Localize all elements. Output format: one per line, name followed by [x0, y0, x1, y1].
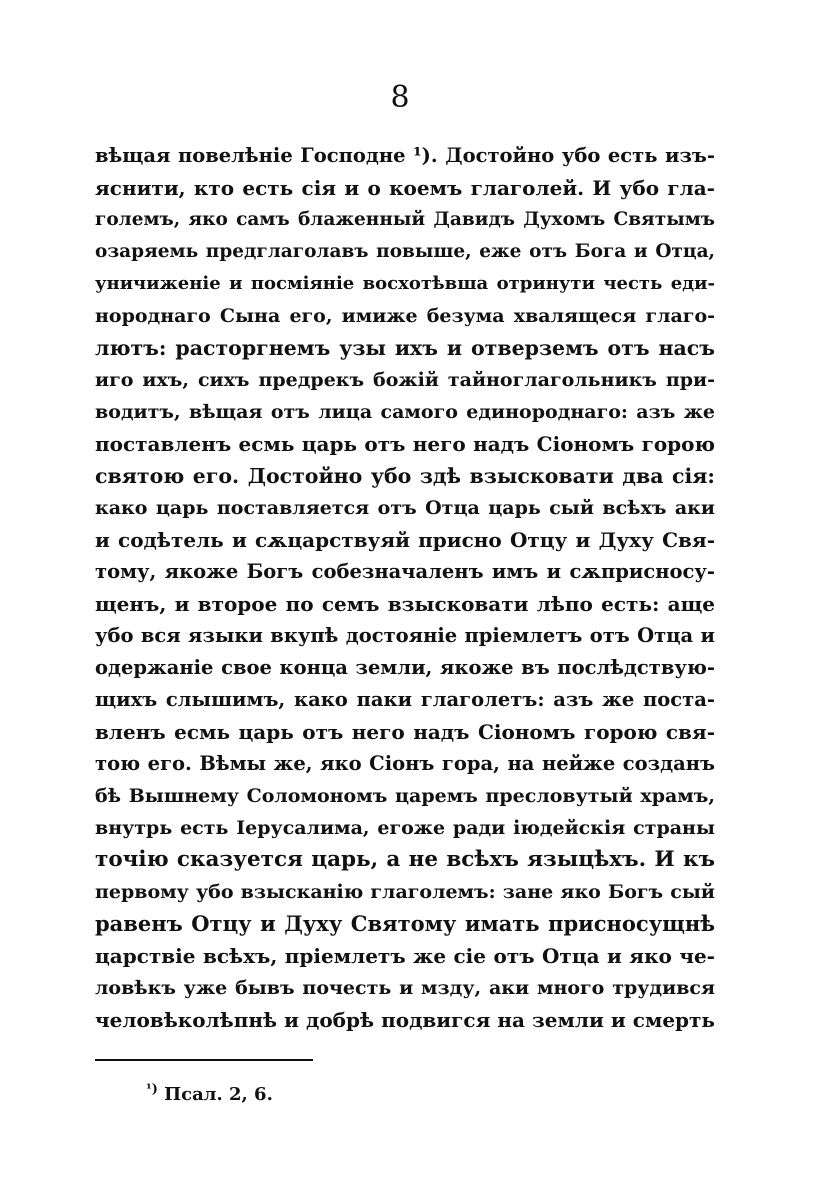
text-line-9: водитъ, вѣщая отъ лица самого единороднаго: азъ же — [95, 401, 715, 423]
text-line-1: вѣщая повелѣніе Господне ¹). Достойно убо есть изъ- — [95, 144, 715, 167]
text-line-13: и содѣтель и сѫцарствуяй присно Отцу и Духу Свя- — [95, 528, 715, 552]
text-line-14: тому, якоже Богъ собезначаленъ имъ и сѫприсносу- — [95, 560, 715, 583]
footnote-text: Псал. 2, 6. — [164, 1084, 273, 1105]
text-line-2: яснити, кто есть сія и о коемъ глаголей. И убо гла- — [95, 176, 715, 200]
text-line-10: поставленъ есмь царь отъ него надъ Сіономъ горою — [95, 432, 715, 456]
footnote-marker: ¹) — [146, 1082, 158, 1097]
body-text — [95, 140, 715, 1036]
text-line-7: лютъ: расторгнемъ узы ихъ и отверземъ отъ насъ — [95, 336, 715, 360]
text-line-4: озаряемь предглаголавъ повыше, еже отъ Бога и Отца, — [95, 241, 715, 262]
text-line-3: големъ, яко самъ блаженный Давидъ Духомъ Святымъ — [95, 209, 715, 230]
text-line-25: равенъ Отцу и Духу Святому имать присносущнѣ — [95, 911, 715, 936]
text-line-19: вленъ есмь царь отъ него надъ Сіономъ горою свя- — [95, 720, 715, 744]
text-line-6: нороднаго Сына его, имиже безума хвалящеся глаго- — [95, 305, 715, 327]
text-line-23: точію сказуется царь, а не всѣхъ языцѣхъ. И къ — [95, 847, 715, 872]
text-line-22: внутрь есть Іерусалима, егоже ради іюдейскія страны — [95, 817, 715, 839]
text-line-27: ловѣкъ уже бывъ почесть и мзду, аки много трудився — [95, 977, 715, 999]
text-line-12: како царь поставляется отъ Отца царь сый всѣхъ аки — [95, 497, 715, 519]
page-number: 8 — [390, 80, 410, 115]
footnote — [146, 1082, 273, 1108]
text-line-24: первому убо взысканію глаголемъ: зане яко Богъ сый — [95, 881, 715, 903]
text-line-21: бѣ Вышнему Соломономъ царемъ пресловутый храмъ, — [95, 785, 715, 807]
footnote-divider — [95, 1059, 313, 1061]
text-line-26: царствіе всѣхъ, пріемлетъ же сіе отъ Отца и яко че- — [95, 944, 715, 968]
text-line-15: щенъ, и второе по семъ взысковати лѣпо есть: аще — [95, 592, 715, 616]
text-line-20: тою его. Вѣмы же, яко Сіонъ гора, на нейже созданъ — [95, 752, 715, 775]
text-line-11: святою его. Достойно убо здѣ взысковати два сія: — [95, 464, 715, 488]
text-line-5: уничиженіе и посміяніе восхотѣвша отринути честь еди- — [95, 273, 715, 294]
text-line-28: человѣколѣпнѣ и добрѣ подвигся на земли и смерть — [95, 1008, 715, 1032]
text-line-8: иго ихъ, сихъ предрекъ божій тайноглагольникъ при- — [95, 369, 715, 391]
text-line-16: убо вся языки вкупѣ достояніе пріемлетъ отъ Отца и — [95, 624, 715, 647]
text-line-18: щихъ слышимъ, како паки глаголетъ: азъ же поста- — [95, 688, 715, 711]
text-line-17: одержаніе свое конца земли, якоже въ послѣдствую- — [95, 656, 715, 679]
